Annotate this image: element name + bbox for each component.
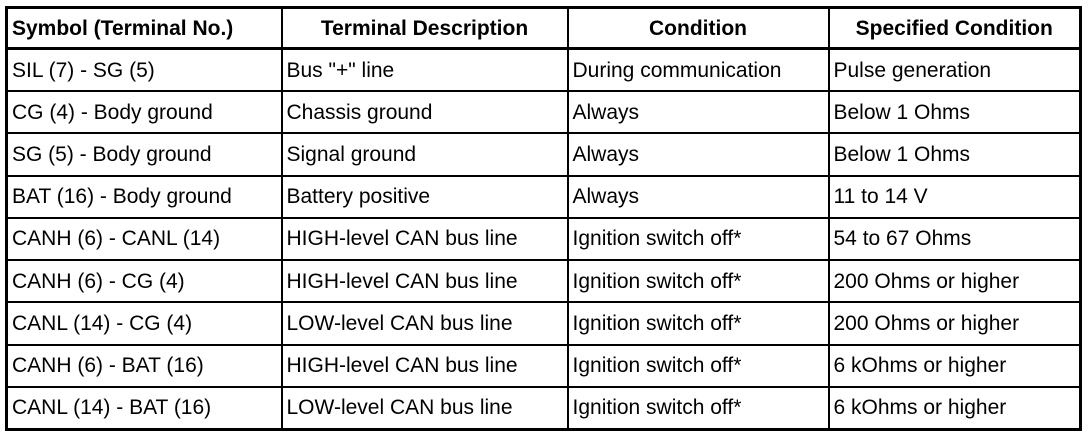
specified-condition-cell: Below 1 Ohms xyxy=(829,133,1081,175)
symbol-cell: CANL (14) - CG (4) xyxy=(7,302,282,344)
table-row xyxy=(7,302,1081,344)
table-row xyxy=(7,218,1081,260)
condition-cell: Ignition switch off* xyxy=(568,218,829,260)
condition-cell: Always xyxy=(568,133,829,175)
specified-condition-cell: 200 Ohms or higher xyxy=(829,302,1081,344)
description-cell: LOW-level CAN bus line xyxy=(282,302,568,344)
specified-condition-cell: Below 1 Ohms xyxy=(829,91,1081,133)
table-row xyxy=(7,176,1081,218)
symbol-cell: BAT (16) - Body ground xyxy=(7,176,282,218)
table-row xyxy=(7,133,1081,175)
condition-cell: Ignition switch off* xyxy=(568,260,829,302)
description-cell: Bus "+" line xyxy=(282,49,568,92)
symbol-cell: CANL (14) - BAT (16) xyxy=(7,387,282,430)
terminal-spec-table xyxy=(5,6,1082,431)
description-cell: HIGH-level CAN bus line xyxy=(282,345,568,387)
description-cell: HIGH-level CAN bus line xyxy=(282,260,568,302)
condition-cell: Ignition switch off* xyxy=(568,387,829,430)
header-terminal-description: Terminal Description xyxy=(282,8,568,49)
table-row xyxy=(7,260,1081,302)
header-condition: Condition xyxy=(568,8,829,49)
specified-condition-cell: 6 kOhms or higher xyxy=(829,387,1081,430)
specified-condition-cell: 200 Ohms or higher xyxy=(829,260,1081,302)
condition-cell: Always xyxy=(568,176,829,218)
description-cell: LOW-level CAN bus line xyxy=(282,387,568,430)
header-row xyxy=(7,8,1081,49)
condition-cell: Ignition switch off* xyxy=(568,302,829,344)
description-cell: Battery positive xyxy=(282,176,568,218)
condition-cell: Ignition switch off* xyxy=(568,345,829,387)
specified-condition-cell: 54 to 67 Ohms xyxy=(829,218,1081,260)
table-row xyxy=(7,345,1081,387)
specified-condition-cell: 11 to 14 V xyxy=(829,176,1081,218)
header-specified-condition: Specified Condition xyxy=(829,8,1081,49)
symbol-cell: SG (5) - Body ground xyxy=(7,133,282,175)
terminal-spec-table-container xyxy=(5,6,1079,431)
table-row xyxy=(7,387,1081,430)
description-cell: Signal ground xyxy=(282,133,568,175)
condition-cell: During communication xyxy=(568,49,829,92)
specified-condition-cell: Pulse generation xyxy=(829,49,1081,92)
symbol-cell: CANH (6) - CANL (14) xyxy=(7,218,282,260)
specified-condition-cell: 6 kOhms or higher xyxy=(829,345,1081,387)
description-cell: Chassis ground xyxy=(282,91,568,133)
symbol-cell: CG (4) - Body ground xyxy=(7,91,282,133)
symbol-cell: CANH (6) - CG (4) xyxy=(7,260,282,302)
condition-cell: Always xyxy=(568,91,829,133)
table-row xyxy=(7,91,1081,133)
symbol-cell: CANH (6) - BAT (16) xyxy=(7,345,282,387)
description-cell: HIGH-level CAN bus line xyxy=(282,218,568,260)
symbol-cell: SIL (7) - SG (5) xyxy=(7,49,282,92)
table-row xyxy=(7,49,1081,92)
header-symbol: Symbol (Terminal No.) xyxy=(7,8,282,49)
